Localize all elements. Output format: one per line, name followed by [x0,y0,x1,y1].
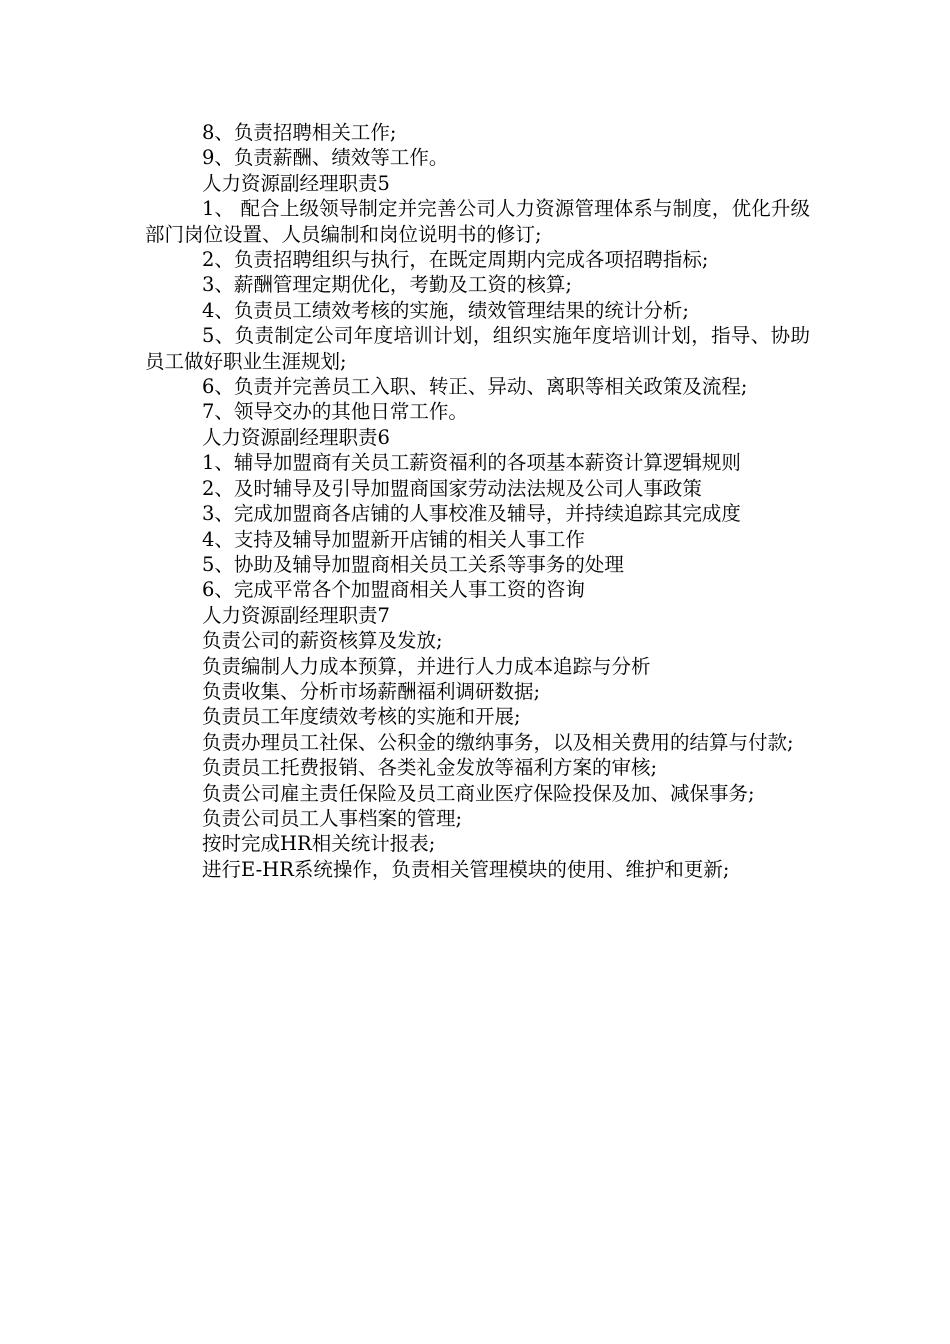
paragraph: 按时完成HR相关统计报表; [202,832,436,856]
paragraph: 负责员工年度绩效考核的实施和开展; [202,705,521,729]
paragraph: 4、支持及辅导加盟新开店铺的相关人事工作 [202,527,585,551]
paragraph: 负责公司雇主责任保险及员工商业医疗保险投保及加、减保事务; [202,781,755,805]
paragraph: 1、 配合上级领导制定并完善公司人力资源管理体系与制度，优化升级部门岗位设置、人员编制和岗位说明书的修订; [145,197,810,246]
section-heading: 人力资源副经理职责7 [202,603,390,627]
paragraph: 5、协助及辅导加盟商相关员工关系等事务的处理 [202,552,624,576]
paragraph: 负责员工托费报销、各类礼金发放等福利方案的审核; [202,756,658,780]
paragraph: 负责公司员工人事档案的管理; [202,806,463,830]
paragraph: 1、辅导加盟商有关员工薪资福利的各项基本薪资计算逻辑规则 [202,451,741,475]
paragraph: 6、完成平常各个加盟商相关人事工资的咨询 [202,578,585,602]
paragraph: 负责公司的薪资核算及发放; [202,629,443,653]
paragraph: 8、负责招聘相关工作; [202,121,397,144]
paragraph: 负责办理员工社保、公积金的缴纳事务，以及相关费用的结算与付款; [202,730,794,754]
paragraph: 2、负责招聘组织与执行，在既定周期内完成各项招聘指标; [202,248,709,272]
paragraph: 4、负责员工绩效考核的实施，绩效管理结果的统计分析; [202,298,689,322]
paragraph: 7、领导交办的其他日常工作。 [202,400,468,424]
document-body [145,120,810,882]
paragraph: 进行E-HR系统操作，负责相关管理模块的使用、维护和更新; [202,857,730,881]
section-heading: 人力资源副经理职责5 [202,171,390,195]
paragraph: 3、薪酬管理定期优化，考勤及工资的核算; [202,273,572,297]
paragraph: 3、完成加盟商各店铺的人事校准及辅导，并持续追踪其完成度 [202,502,741,526]
paragraph: 2、及时辅导及引导加盟商国家劳动法法规及公司人事政策 [202,476,702,500]
paragraph: 负责编制人力成本预算，并进行人力成本追踪与分析 [202,654,651,678]
paragraph: 6、负责并完善员工入职、转正、异动、离职等相关政策及流程; [202,375,748,399]
paragraph: 9、负责薪酬、绩效等工作。 [202,146,449,170]
paragraph: 负责收集、分析市场薪酬福利调研数据; [202,679,541,703]
paragraph: 5、负责制定公司年度培训计划，组织实施年度培训计划，指导、协助员工做好职业生涯规划; [145,324,810,373]
section-heading: 人力资源副经理职责6 [202,425,390,449]
